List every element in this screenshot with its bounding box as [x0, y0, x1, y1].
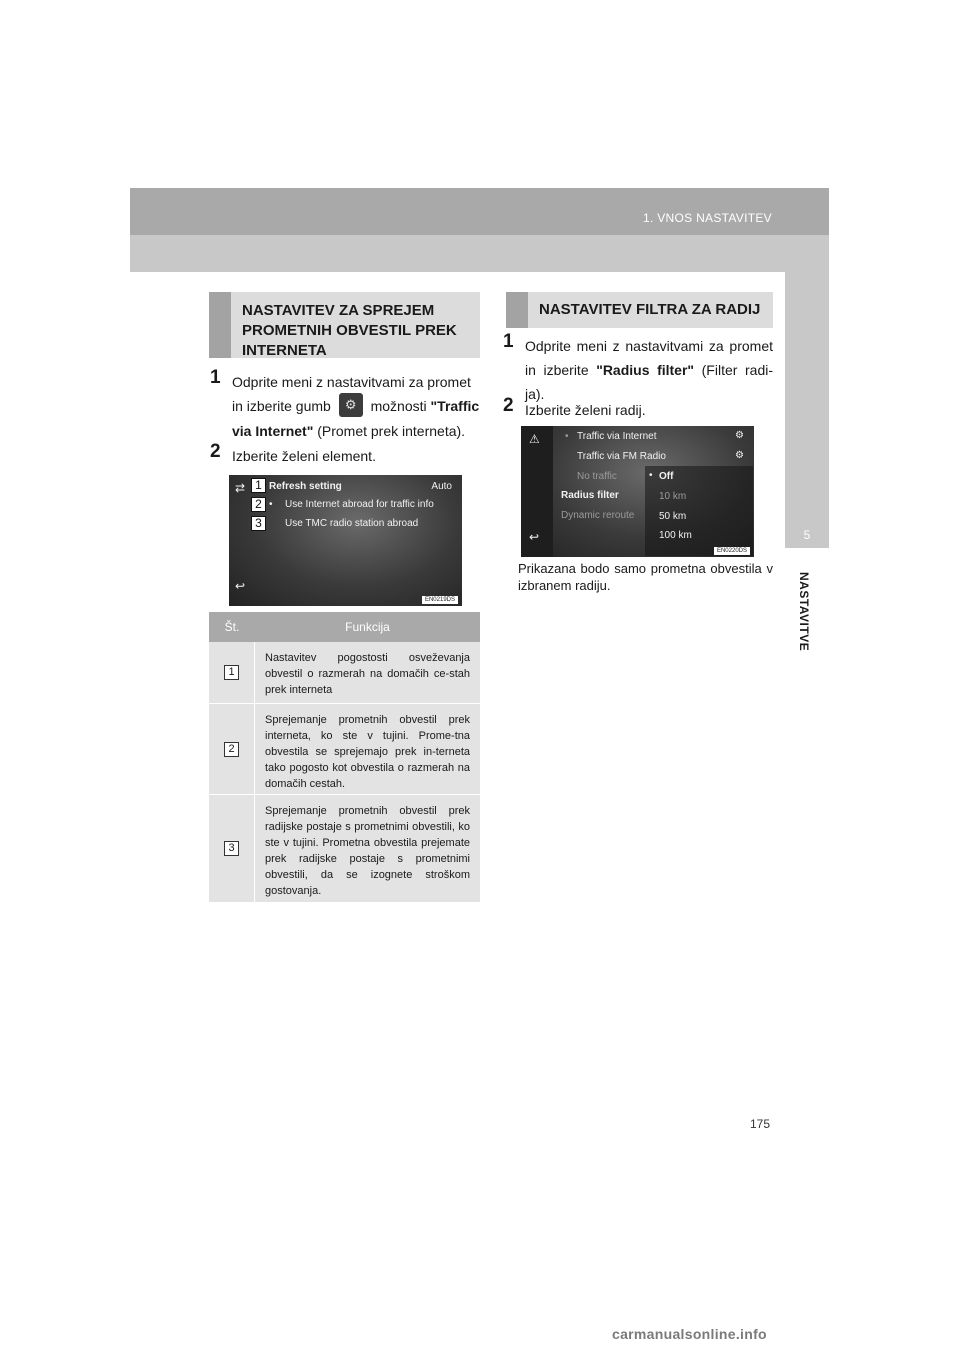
function-table — [209, 612, 480, 903]
table-row — [209, 795, 480, 903]
step-number: 1 — [210, 367, 221, 388]
step-text: Izberite želeni element. — [232, 448, 376, 464]
step-text: Odprite meni z nastavitvami za promet in izberite gumb — [232, 374, 471, 414]
table-row — [209, 704, 480, 795]
bullet-text: Prikazana bodo samo prometna obvestila v izbranem radiju. — [518, 561, 773, 593]
row-number: 3 — [224, 841, 239, 856]
col-header-no: Št. — [224, 620, 240, 634]
side-tab-label: NASTAVITVE — [797, 572, 811, 652]
callout-3: 3 — [251, 516, 266, 531]
return-icon: ↩ — [235, 579, 246, 593]
row-number: 1 — [224, 665, 239, 680]
row-text: Nastavitev pogostosti osveževanja obvestil o razmerah na domačih ce-stah prek interneta — [265, 652, 470, 696]
menu-traffic-fm: Traffic via FM Radio — [577, 451, 666, 462]
heading-text: NASTAVITEV FILTRA ZA RADIJ — [539, 301, 761, 318]
radio-dot-icon: • — [269, 499, 273, 510]
step-text: Odprite meni z nastavitvami za promet in izberite — [525, 338, 773, 378]
step-number: 1 — [503, 331, 514, 352]
heading-text: NASTAVITEV ZA SPREJEM PROMETNIH OBVESTIL PREK INTERNETA — [242, 302, 457, 359]
row-number: 2 — [224, 742, 239, 757]
image-code: EN0220DS — [714, 547, 750, 555]
bullet-note — [506, 560, 773, 594]
radius-option-100: 100 km — [659, 530, 692, 541]
step-1-internet — [210, 367, 480, 443]
step-number: 2 — [503, 395, 514, 416]
radius-option-off: Off — [659, 471, 674, 482]
warning-road-icon: ⚠ — [529, 432, 540, 446]
row-text: Sprejemanje prometnih obvestil prek interneta, ko ste v tujini. Prome-tna obvestila se sprejemajo prek in-terneta tako pogosto kot obvestila o razmerah na domačih cestah. — [265, 714, 470, 790]
chapter-title: 1. VNOS NASTAVITEV — [643, 211, 772, 225]
gear-icon: ⚙ — [735, 450, 744, 461]
radio-dot-icon: • — [565, 431, 569, 442]
gear-settings-button-icon: ⚙ — [339, 393, 363, 417]
step-text: (Filter radi-ja). — [525, 362, 773, 402]
step-option-name: "Traffic via Internet" — [232, 398, 480, 440]
callout-1: 1 — [251, 478, 266, 493]
col-header-function: Funkcija — [345, 620, 390, 634]
step-2-radius — [503, 395, 773, 422]
radius-option-10: 10 km — [659, 491, 687, 502]
back-arrows-icon: ⇄ — [235, 481, 246, 495]
menu-traffic-internet: Traffic via Internet — [577, 431, 657, 442]
step-text: Izberite želeni radij. — [525, 402, 646, 418]
option-internet-abroad: Use Internet abroad for traffic info — [285, 499, 434, 510]
section-heading-radius — [506, 292, 773, 328]
radio-dot-icon: • — [649, 470, 653, 481]
table-header — [209, 612, 480, 642]
step-text: (Promet prek interneta). — [317, 423, 466, 440]
menu-dynamic-reroute: Dynamic reroute — [561, 510, 635, 521]
watermark: carmanualsonline.info — [612, 1326, 767, 1342]
screen-mode: Auto — [431, 481, 452, 492]
menu-radius-filter: Radius filter — [561, 490, 619, 501]
step-2-internet — [210, 441, 480, 468]
image-code: EN0219DS — [422, 596, 458, 604]
table-row — [209, 642, 480, 704]
row-text: Sprejemanje prometnih obvestil prek radijske postaje s prometnimi obvestili, ko ste v tujini. Prometna obvestila prejemate prek radijske postaje s prometnimi obvestili, da se izognete stroškom gostovanja. — [265, 805, 470, 897]
step-number: 2 — [210, 441, 221, 462]
return-icon: ↩ — [529, 530, 540, 544]
page-number: 175 — [750, 1117, 771, 1131]
radius-filter-screen — [521, 426, 754, 557]
menu-no-traffic: No traffic — [577, 471, 617, 482]
side-tab — [785, 272, 829, 548]
refresh-setting-screen — [229, 475, 462, 606]
section-heading-internet — [209, 292, 480, 358]
option-tmc-abroad: Use TMC radio station abroad — [285, 518, 419, 529]
radius-option-50: 50 km — [659, 511, 687, 522]
screen-title: Refresh setting — [269, 481, 342, 492]
callout-2: 2 — [251, 497, 266, 512]
heading-bar — [506, 292, 528, 328]
gear-icon: ⚙ — [735, 430, 744, 441]
step-option-name: "Radius filter" — [596, 362, 695, 378]
step-text: možnosti — [370, 398, 427, 414]
step-1-radius — [503, 331, 773, 406]
heading-bar — [209, 292, 231, 358]
side-tab-number: 5 — [803, 528, 811, 542]
